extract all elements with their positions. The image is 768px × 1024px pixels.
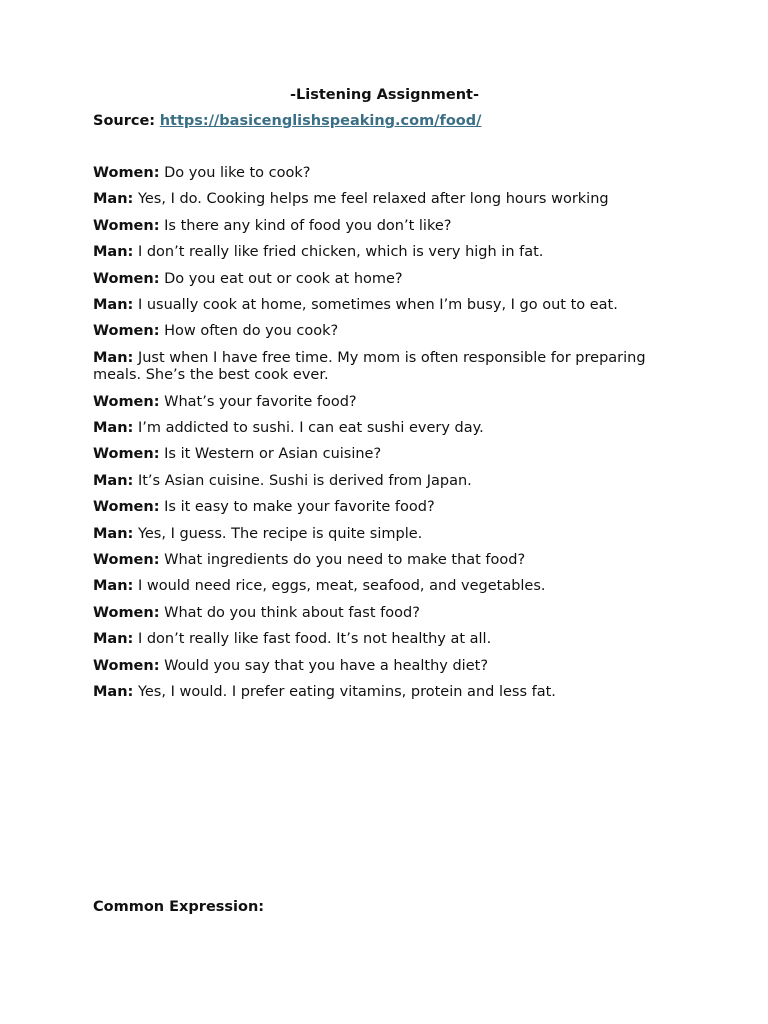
speaker-label: Man: — [93, 578, 134, 595]
speaker-label: Women: — [93, 323, 160, 340]
speaker-label: Women: — [93, 217, 160, 234]
source-link[interactable]: https://basicenglishspeaking.com/food/ — [159, 113, 482, 129]
dialogue-line — [93, 473, 653, 491]
dialogue-line — [93, 605, 653, 623]
dialogue-line — [93, 578, 653, 596]
dialogue-line — [93, 244, 653, 262]
speaker-label: Women: — [93, 499, 160, 516]
speaker-label: Women: — [93, 270, 160, 287]
speaker-label: Man: — [93, 296, 134, 313]
dialogue-text: Is there any kind of food you don’t like? — [164, 217, 452, 234]
source-line — [93, 112, 481, 130]
common-expression-heading: Common Expression: — [93, 899, 265, 915]
dialogue-line — [93, 165, 653, 183]
speaker-label: Man: — [93, 191, 134, 208]
dialogue-text: Yes, I would. I prefer eating vitamins, protein and less fat. — [137, 683, 556, 700]
speaker-label: Man: — [93, 472, 134, 489]
speaker-label: Man: — [93, 631, 134, 648]
dialogue-text: Do you eat out or cook at home? — [164, 270, 403, 287]
dialogue — [93, 165, 653, 710]
dialogue-line — [93, 631, 653, 649]
dialogue-text: Would you say that you have a healthy diet? — [164, 657, 489, 674]
speaker-label: Man: — [93, 420, 134, 437]
dialogue-line — [93, 350, 653, 385]
speaker-label: Women: — [93, 165, 160, 181]
dialogue-text: Do you like to cook? — [164, 165, 311, 181]
dialogue-line — [93, 499, 653, 517]
dialogue-line — [93, 191, 653, 209]
dialogue-line — [93, 684, 653, 702]
dialogue-line — [93, 218, 653, 236]
dialogue-text: I would need rice, eggs, meat, seafood, and vegetables. — [137, 578, 546, 595]
speaker-label: Women: — [93, 393, 160, 410]
dialogue-text: I usually cook at home, sometimes when I’m busy, I go out to eat. — [137, 296, 618, 313]
dialogue-text: What do you think about fast food? — [164, 604, 420, 621]
dialogue-line — [93, 420, 653, 438]
dialogue-text: I don’t really like fried chicken, which is very high in fat. — [137, 244, 544, 261]
dialogue-text: How often do you cook? — [164, 323, 339, 340]
dialogue-text: What ingredients do you need to make that food? — [164, 551, 526, 568]
dialogue-text: Yes, I do. Cooking helps me feel relaxed after long hours working — [137, 191, 609, 208]
speaker-label: Man: — [93, 244, 134, 261]
speaker-label: Man: — [93, 525, 134, 542]
dialogue-line — [93, 394, 653, 412]
document-title: -Listening Assignment- — [289, 87, 480, 103]
dialogue-text: Yes, I guess. The recipe is quite simple. — [137, 525, 423, 542]
dialogue-line — [93, 552, 653, 570]
dialogue-line — [93, 271, 653, 289]
dialogue-text: Is it Western or Asian cuisine? — [164, 446, 382, 463]
dialogue-text: I don’t really like fast food. It’s not healthy at all. — [137, 631, 492, 648]
speaker-label: Man: — [93, 683, 134, 700]
document-page — [93, 0, 653, 1024]
dialogue-text: It’s Asian cuisine. Sushi is derived from Japan. — [137, 472, 472, 489]
dialogue-text: Just when I have free time. My mom is often responsible for preparing meals. She’s the best cook ever. — [93, 349, 646, 384]
dialogue-line — [93, 526, 653, 544]
speaker-label: Women: — [93, 551, 160, 568]
dialogue-text: I’m addicted to sushi. I can eat sushi every day. — [137, 420, 484, 437]
dialogue-line — [93, 323, 653, 341]
speaker-label: Man: — [93, 349, 134, 366]
speaker-label: Women: — [93, 446, 160, 463]
dialogue-text: Is it easy to make your favorite food? — [164, 499, 435, 516]
dialogue-line — [93, 297, 653, 315]
speaker-label: Women: — [93, 657, 160, 674]
source-label: Source: — [93, 113, 156, 129]
speaker-label: Women: — [93, 604, 160, 621]
dialogue-text: What’s your favorite food? — [164, 393, 357, 410]
dialogue-line — [93, 446, 653, 464]
dialogue-line — [93, 658, 653, 676]
